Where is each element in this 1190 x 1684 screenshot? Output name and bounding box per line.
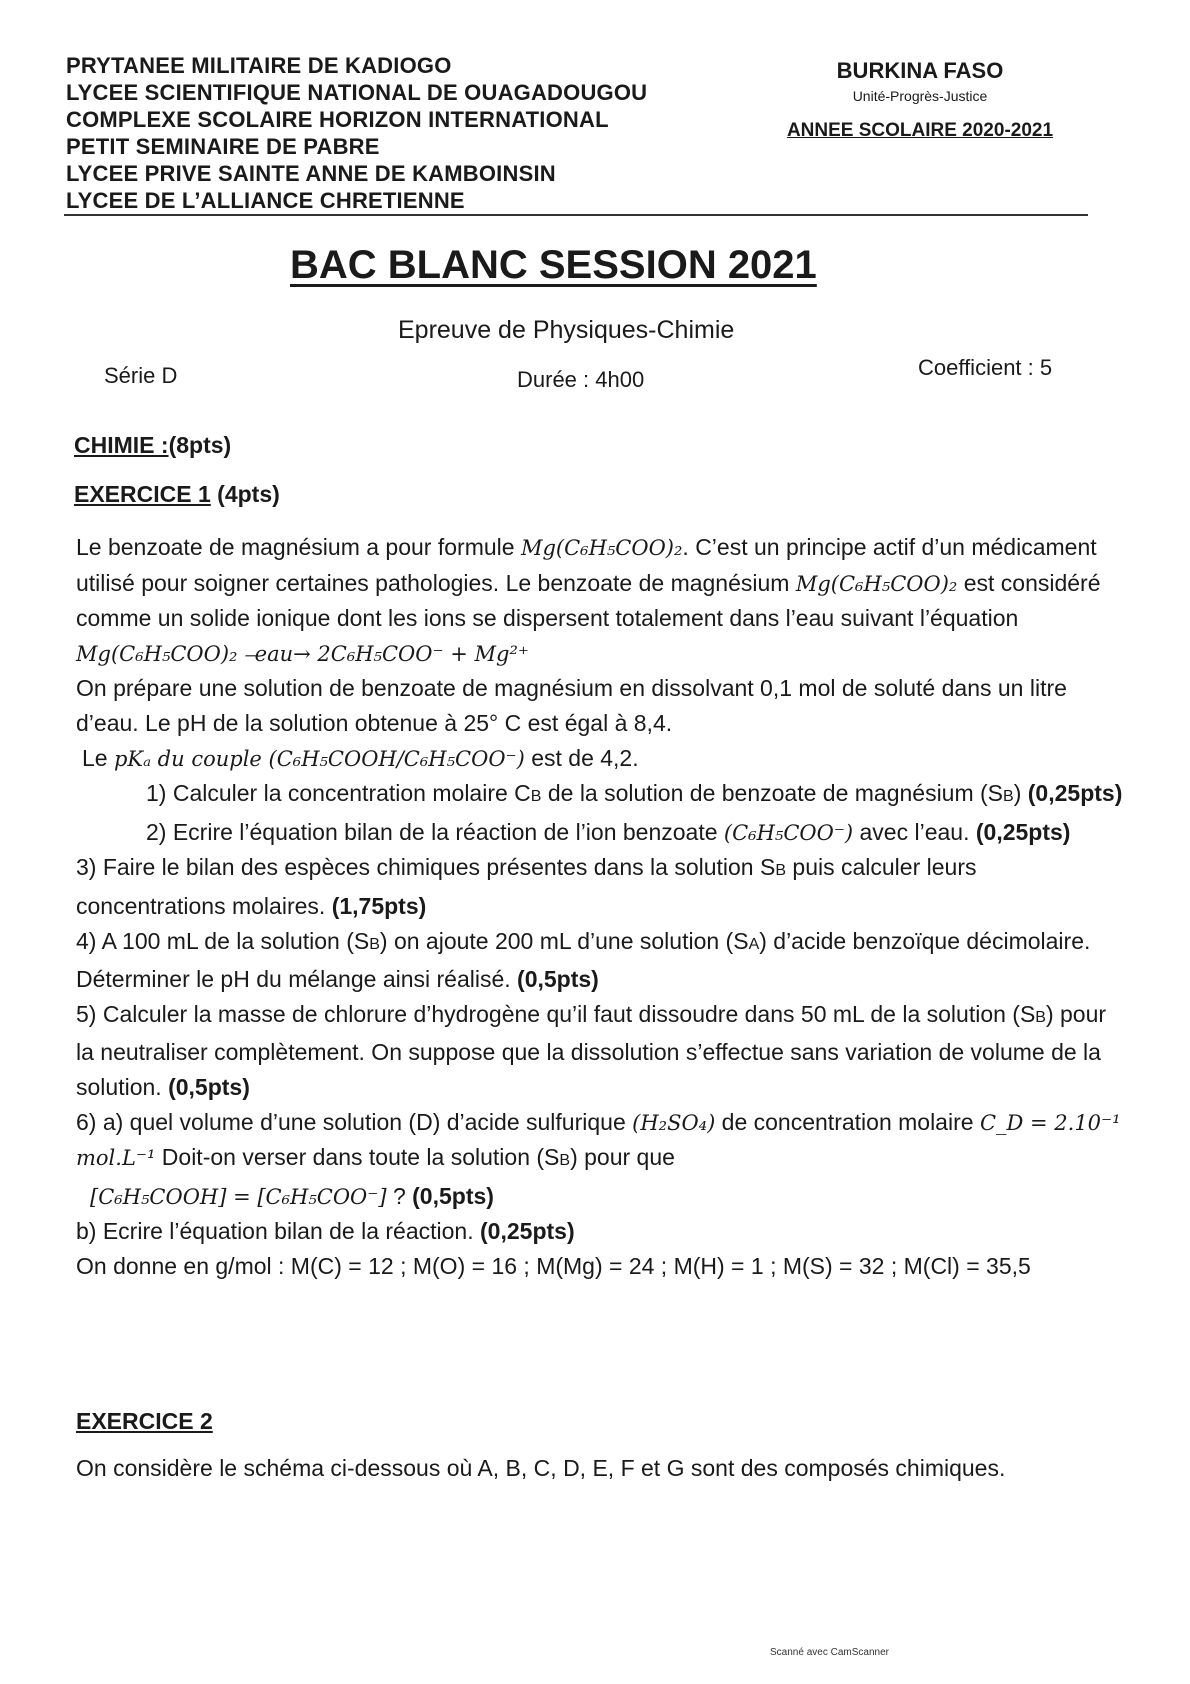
question-5 [76,997,1126,1105]
intro-paragraph [76,530,1126,671]
question-text: 5) Calculer la masse de chlorure d’hydrogène qu’il faut dissoudre dans 50 mL de la solution (S [76,1000,1036,1027]
subscript: A [748,935,760,953]
subscript: B [1003,788,1014,806]
school-name: PETIT SEMINAIRE DE PABRE [66,134,380,159]
subscript: B [559,1152,571,1170]
question-text: 4) A 100 mL de la solution (S [76,927,370,954]
formula-math: Mg(C₆H₅COO)₂ [520,536,683,560]
question-1 [76,776,1126,815]
pka-text: Le [82,744,114,771]
question-text: ) d’acide benzoïque décimolaire. Déterminer le pH du mélange ainsi réalisé. [76,927,1091,993]
benzoate-math: (C₆H₅COO⁻) [723,820,854,845]
exercise-1-points: (4pts) [210,481,280,507]
section-label: CHIMIE : [74,432,169,458]
question-text: ) [1013,780,1028,807]
exam-duration: Durée : 4h00 [517,367,645,392]
question-text: de concentration molaire [715,1108,980,1135]
question-points: (1,75pts) [331,892,427,919]
question-points: (0,5pts) [168,1073,250,1100]
question-text: 6) a) quel volume d’une solution (D) d’acide sulfurique [76,1108,633,1135]
exam-title: BAC BLANC SESSION 2021 [290,243,817,287]
question-4 [76,924,1126,997]
question-text: de la solution de benzoate de magnésium (S [541,780,1004,807]
intro-text: est considéré comme un solide ionique dont les ions se dispersent totalement dans l’eau suivant l’équation [76,569,1101,632]
question-points: (0,25pts) [1027,780,1123,807]
question-2 [76,815,1126,851]
section-heading [74,432,231,459]
country-name: BURKINA FASO [836,58,1004,83]
question-text: 3) Faire le bilan des espèces chimiques présentes dans la solution S [76,854,776,881]
question-points: (0,25pts) [975,818,1071,845]
school-name: PRYTANEE MILITAIRE DE KADIOGO [66,53,452,78]
question-text: puis calculer leurs concentrations molaires. [76,854,977,919]
question-text: 2) Ecrire l’équation bilan de la réaction de l’ion benzoate [146,818,724,845]
dissolution-equation: Mg(C₆H₅COO)₂ ⎯eau→ 2C₆H₅COO⁻ + Mg²⁺ [76,641,529,666]
header-divider [64,214,1088,216]
intro-text: . C’est un principe actif d’un médicament utilisé pour soigner certaines pathologies. Le benzoate de magnésium [76,534,1097,596]
country-block [760,58,1080,142]
country-motto: Unité-Progrès-Justice [852,88,988,104]
school-name: LYCEE PRIVE SAINTE ANNE DE KAMBOINSIN [66,161,556,186]
formula-math: Mg(C₆H₅COO)₂ [795,571,958,596]
question-text: ) on ajoute 200 mL d’une solution (S [379,927,749,954]
question-text: ? [386,1182,413,1209]
section-points: (8pts) [168,432,232,458]
question-text: Doit-on verser dans toute la solution (S [155,1144,560,1171]
school-year: ANNEE SCOLAIRE 2020-2021 [786,120,1054,141]
pka-math: pKₐ du couple (C₆H₅COOH/C₆H₅COO⁻) [113,746,525,771]
exercise-2-intro: On considère le schéma ci-dessous où A, B, C, D, E, F et G sont des composés chimiques. [76,1455,1006,1481]
question-text: 1) Calculer la concentration molaire C [146,780,531,807]
exam-coefficient: Coefficient : 5 [918,355,1053,380]
exercise-1-label: EXERCICE 1 [74,481,211,507]
question-3 [76,850,1126,923]
school-list [66,52,647,214]
subscript: B [775,862,787,880]
school-name: LYCEE SCIENTIFIQUE NATIONAL DE OUAGADOUGOU [66,80,648,105]
question-text: ) pour la neutraliser complètement. On suppose que la dissolution s’effectue sans variation de volume de la solution. [76,1000,1107,1100]
exercise-2-label: EXERCICE 2 [76,1408,213,1434]
equality-math: [C₆H₅COOH] = [C₆H₅COO⁻] [90,1184,387,1209]
exercise-2-heading [76,1408,213,1435]
subscript: B [369,935,380,953]
question-6a [76,1105,1126,1215]
subscript: B [1035,1008,1046,1026]
school-name: COMPLEXE SCOLAIRE HORIZON INTERNATIONAL [66,107,609,132]
exercise-1-heading [74,481,280,508]
question-points: (0,5pts) [517,966,599,993]
school-name: LYCEE DE L’ALLIANCE CHRETIENNE [66,188,465,213]
question-text: avec l’eau. [853,818,976,845]
pka-text: est de 4,2. [524,744,639,771]
preparation-paragraph: On prépare une solution de benzoate de magnésium en dissolvant 0,1 mol de soluté dans un litre d’eau. Le pH de la solution obtenue à 25° C est égal à 8,4. [76,675,1067,736]
scanner-watermark: Scanné avec CamScanner [770,1647,889,1658]
question-text: ) pour que [570,1144,675,1171]
exam-subject: Epreuve de Physiques-Chimie [398,316,735,344]
sulfuric-acid-math: (H₂SO₄) [632,1110,716,1135]
exercise-1-body [76,530,1126,1283]
question-6b [76,1214,1126,1249]
question-text: b) Ecrire l’équation bilan de la réaction. [76,1218,481,1245]
pka-line [76,741,1126,777]
subscript: B [530,788,542,806]
question-points: (0,5pts) [412,1182,494,1209]
question-points: (0,25pts) [480,1218,575,1245]
intro-text: Le benzoate de magnésium a pour formule [76,534,521,560]
exam-serie: Série D [104,363,178,388]
molar-mass-data: On donne en g/mol : M(C) = 12 ; M(O) = 16 ; M(Mg) = 24 ; M(H) = 1 ; M(S) = 32 ; M(Cl) = 35,5 [76,1252,1031,1279]
concentration-math: C_D = 2.10⁻¹ mol.L⁻¹ [76,1110,1121,1171]
